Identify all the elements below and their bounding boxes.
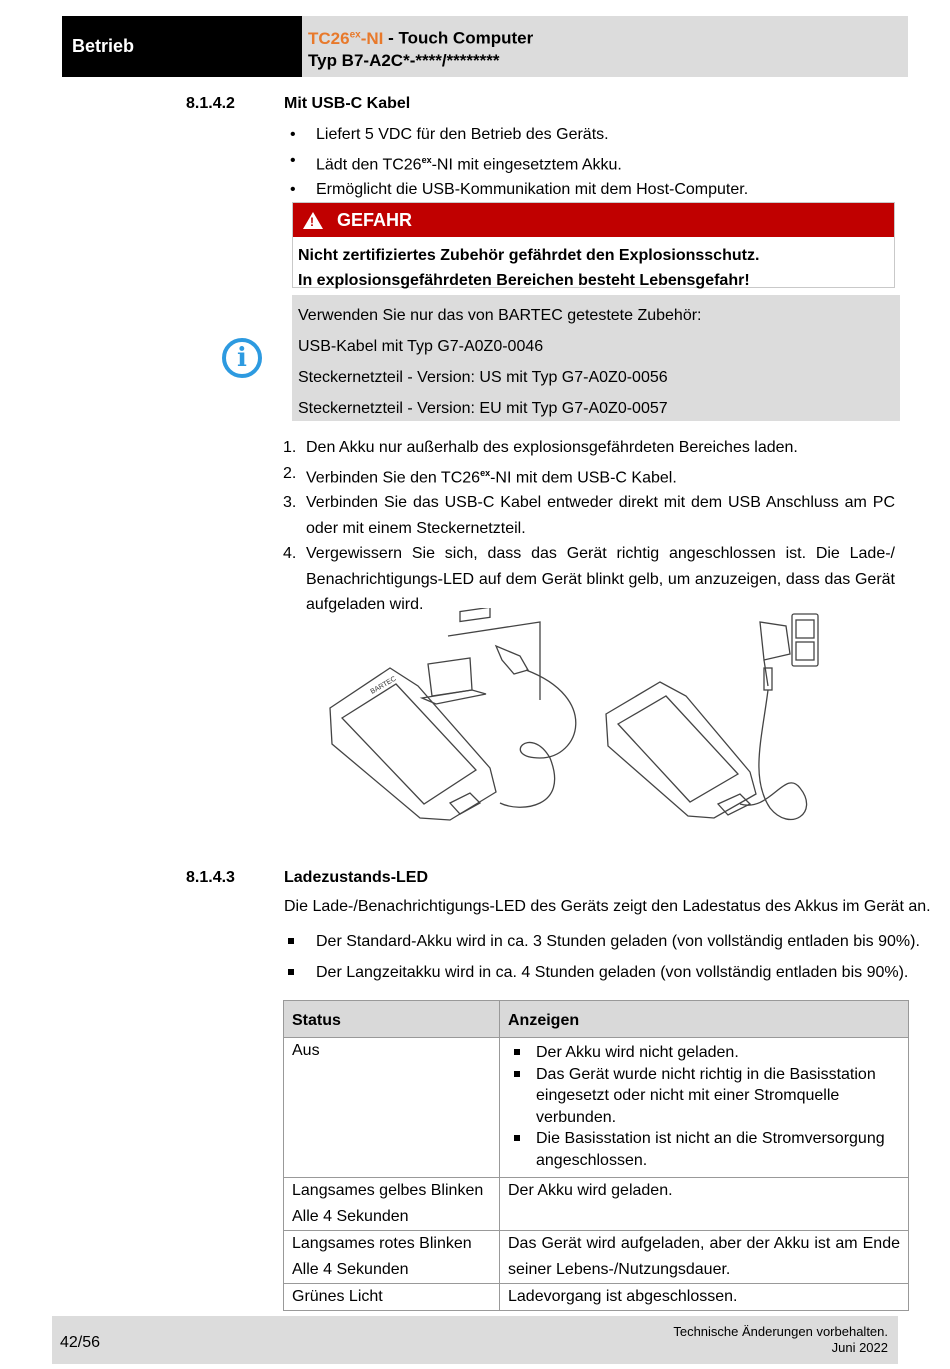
usb-plug [496,646,528,674]
product-title [308,24,908,50]
status-cell: Aus [284,1038,500,1178]
usb-port [460,608,490,622]
list-item: • Liefert 5 VDC für den Betrieb des Geräts. [288,122,748,148]
led-status-table [283,1000,909,1311]
charging-illustration [300,608,860,844]
wall-outlet [792,614,818,666]
page-footer [52,1316,898,1364]
footer-note: Technische Änderungen vorbehalten. Juni 2022 [673,1324,888,1355]
info-line: Steckernetzteil - Version: US mit Typ G7-A0Z0-0056 [298,369,668,386]
power-adapter-icon [760,622,790,690]
table-row [284,1178,909,1231]
cell-list [508,1038,900,1171]
column-header-status: Status [284,1001,500,1038]
display-cell [500,1038,909,1178]
list-item: • Lädt den $TC26^{ex}-NI$ mit eingesetztem Akku. [288,148,748,178]
table-row [284,1231,909,1284]
status-cell: Grünes Licht [284,1284,500,1311]
laptop-icon [422,658,486,704]
list-item: 4. Vergewissern Sie sich, dass das Gerät richtig angeschlossen ist. Die Lade-/ Benachrichtigungs-LED auf dem Gerät blinkt gelb, um anzuzeigen, dass das Gerät aufgeladen wird. [283,545,895,614]
info-line: USB-Kabel mit Typ G7-A0Z0-0046 [298,338,544,355]
feature-list [288,122,748,203]
list-item: Das Gerät wurde nicht richtig in die Basisstation eingesetzt oder nicht mit einer Stromquelle verbunden. [508,1064,900,1129]
battery-list [286,927,920,988]
info-icon: i [222,338,262,378]
danger-notice [292,202,895,288]
info-line: Verwenden Sie nur das von BARTEC getestete Zubehör: [298,307,702,324]
product-name: $TC26^{ex}-NI$ [308,28,384,48]
display-cell: Der Akku wird geladen. [500,1178,909,1231]
list-item: 2. Verbinden Sie den $TC26^{ex}-NI$ mit dem USB-C Kabel. [283,464,677,486]
wall-outline [448,622,540,700]
status-cell: Langsames rotes Blinken Alle 4 Sekunden [284,1231,500,1284]
section-title: Ladezustands-LED [284,869,429,886]
section-number: 8.1.4.3 [186,869,235,886]
danger-message: Nicht zertifiziertes Zubehör gefährdet den Explosionsschutz. In explosionsgefährdeten Bereichen besteht Lebensgefahr! [298,247,760,289]
list-item: Der Standard-Akku wird in ca. 3 Stunden geladen (von vollständig entladen bis 90%). [286,927,920,958]
chapter-title: Betrieb [72,36,135,56]
document-title-block [302,16,908,77]
status-cell: Langsames gelbes Blinken Alle 4 Sekunden [284,1178,500,1231]
usb-cable [500,670,576,807]
display-cell: Ladevorgang ist abgeschlossen. [500,1284,909,1311]
section-number: 8.1.4.2 [186,95,235,112]
column-header-display: Anzeigen [500,1001,909,1038]
product-descriptor: - Touch Computer [383,28,534,48]
info-notice [292,295,900,421]
warning-icon: ! [303,212,323,229]
list-item: Die Basisstation ist nicht an die Stromversorgung angeschlossen. [508,1128,900,1171]
device-right [606,682,756,818]
list-item: Der Akku wird nicht geladen. [508,1042,900,1064]
list-item: 1. Den Akku nur außerhalb des explosionsgefährdeten Bereiches laden. [283,439,798,456]
display-cell: Das Gerät wird aufgeladen, aber der Akku ist am Ende seiner Lebens-/Nutzungsdauer. [500,1231,909,1284]
intro-text: Die Lade-/Benachrichtigungs-LED des Geräts zeigt den Ladestatus des Akkus im Gerät an. [284,898,931,915]
list-item: 3. Verbinden Sie das USB-C Kabel entweder direkt mit dem USB Anschluss am PC oder mit einem Steckernetzteil. [283,494,895,537]
table-row [284,1038,909,1178]
power-cable [740,690,807,819]
list-item: Der Langzeitakku wird in ca. 4 Stunden geladen (von vollständig entladen bis 90%). [286,958,920,989]
danger-header [293,203,894,237]
device-brand: BARTEC [369,675,398,696]
page-number: 42/56 [60,1334,101,1351]
danger-label: GEFAHR [337,209,413,230]
chapter-label [62,16,302,77]
section-title: Mit USB-C Kabel [284,95,411,112]
steps-list [283,435,895,618]
product-type: Typ B7-A2C*-****/******** [308,50,500,70]
info-line: Steckernetzteil - Version: EU mit Typ G7-A0Z0-0057 [298,400,668,417]
table-row [284,1284,909,1311]
table-header-row [284,1001,909,1038]
list-item: • Ermöglicht die USB-Kommunikation mit dem Host-Computer. [288,177,748,203]
